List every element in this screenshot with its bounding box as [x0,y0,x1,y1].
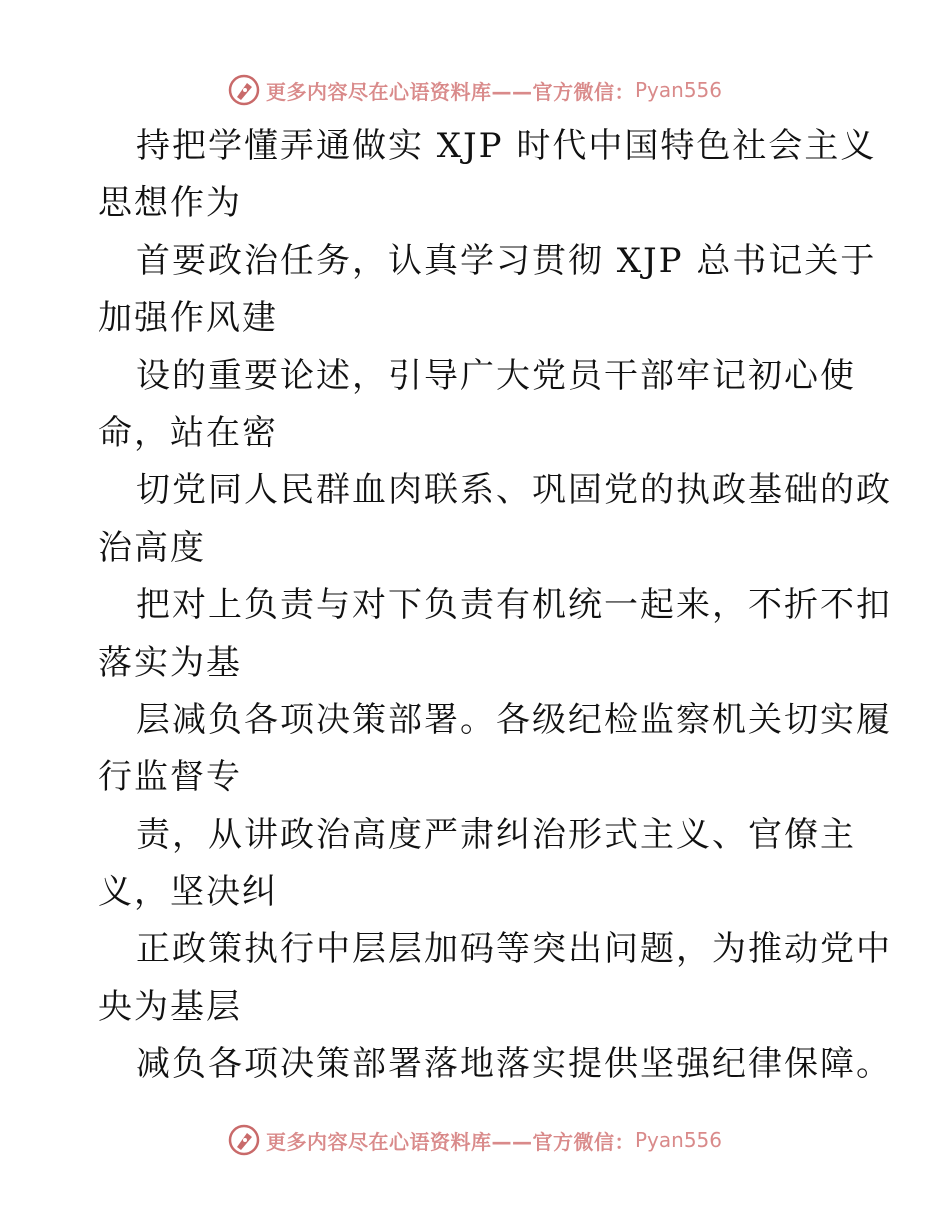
text-line: 持把学懂弄通做实 XJP 时代中国特色社会主义 [136,126,877,166]
watermark-handle: Pyan556 [634,1128,722,1152]
text-line: 减负各项决策部署落地落实提供坚强纪律保障。 [136,1044,892,1085]
text-line: 首要政治任务，认真学习贯彻 XJP 总书记关于 [136,240,877,281]
text-line: 正政策执行中层层加码等突出问题，为推动党中 [136,929,892,970]
pen-nib-logo-icon [228,74,260,106]
text-line: 落实为基 [98,642,242,683]
text-line: 切党同人民群血肉联系、巩固党的执政基础的政 [136,470,892,511]
text-line: 治高度 [98,527,206,568]
text-line: 命，站在密 [98,412,278,453]
watermark-text: 更多内容尽在心语资料库——官方微信： [265,79,635,104]
header-watermark [0,70,950,110]
document-body [98,118,892,1094]
text-line: 思想作为 [98,183,242,224]
footer-watermark [0,1120,950,1160]
text-line: 义，坚决纠 [98,872,278,913]
text-line: 加强作风建 [98,298,278,339]
text-line: 把对上负责与对下负责有机统一起来，不折不扣 [136,585,892,626]
text-line: 责，从讲政治高度严肃纠治形式主义、官僚主 [136,814,856,855]
pen-nib-logo-icon [228,1124,260,1156]
text-line: 层减负各项决策部署。各级纪检监察机关切实履 [136,699,892,740]
text-line: 设的重要论述，引导广大党员干部牢记初心使 [136,355,856,396]
text-line: 行监督专 [98,757,242,798]
watermark-handle: Pyan556 [634,78,722,102]
watermark-text: 更多内容尽在心语资料库——官方微信： [265,1129,635,1154]
text-line: 央为基层 [98,986,242,1027]
